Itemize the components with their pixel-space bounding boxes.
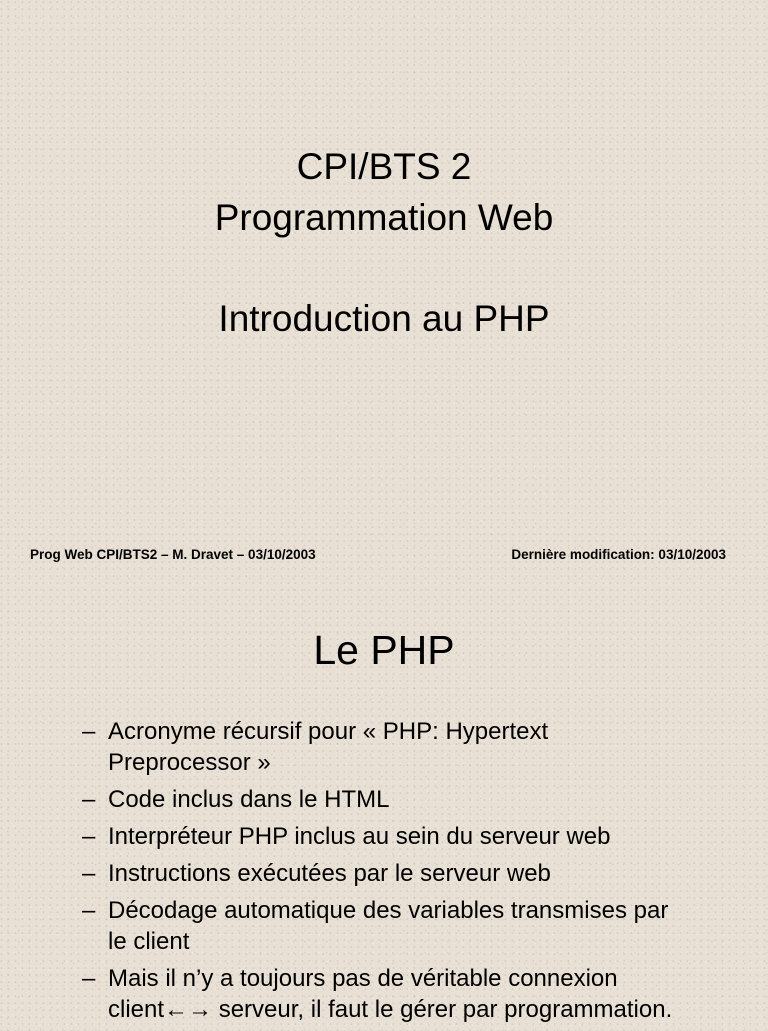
- bullet-text: Interpréteur PHP inclus au sein du serveur web: [108, 823, 611, 850]
- bullet-text: Décodage automatique des variables transmises par: [108, 897, 669, 924]
- lesson-title: Introduction au PHP: [218, 298, 550, 339]
- content-slide: [0, 590, 768, 1024]
- bullet-item: [82, 963, 722, 1025]
- bullet-dash: –: [82, 786, 96, 813]
- bullet-dash: –: [82, 860, 96, 887]
- bullet-text: Instructions exécutées par le serveur web: [108, 860, 551, 887]
- bullet-list: [82, 716, 722, 1031]
- bullet-dash: –: [82, 965, 96, 992]
- bullet-text: client←→ serveur, il faut le gérer par programmation.: [108, 996, 673, 1023]
- bullet-item: [82, 821, 722, 852]
- bullet-dash: –: [82, 897, 96, 924]
- bullet-text: Code inclus dans le HTML: [108, 786, 390, 813]
- bullet-dash: –: [82, 718, 96, 745]
- footer-author: Prog Web CPI/BTS2 – M. Dravet – 03/10/2003: [30, 547, 316, 562]
- slide-title: Le PHP: [313, 627, 455, 673]
- bullet-text: le client: [108, 928, 190, 955]
- bullet-text: Preprocessor »: [108, 749, 271, 776]
- course-title: CPI/BTS 2: [296, 146, 472, 187]
- footer-last-modified: Dernière modification: 03/10/2003: [511, 547, 726, 562]
- bullet-item: [82, 784, 722, 815]
- bullet-text: Mais il n’y a toujours pas de véritable connexion: [108, 965, 618, 992]
- course-subtitle: Programmation Web: [214, 197, 554, 238]
- bullet-item: [82, 858, 722, 889]
- bullet-item: [82, 716, 722, 778]
- bullet-dash: –: [82, 823, 96, 850]
- bullet-text: Acronyme récursif pour « PHP: Hypertext: [108, 718, 549, 745]
- bullet-item: [82, 895, 722, 957]
